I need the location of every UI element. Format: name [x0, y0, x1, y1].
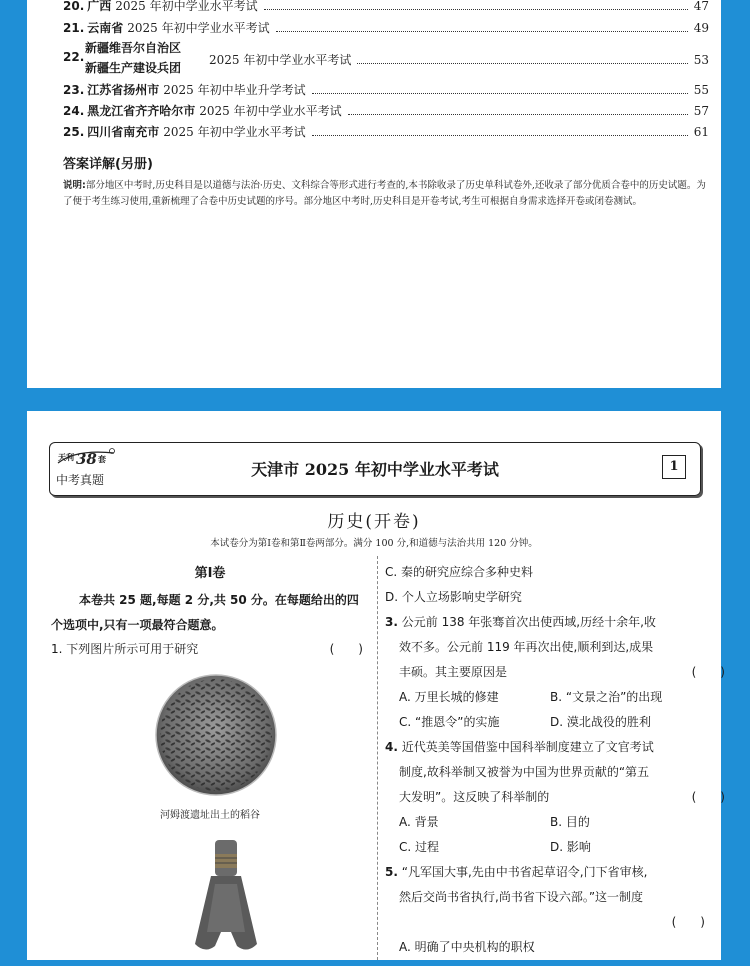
toc-sheet: [27, 0, 721, 388]
column-divider: [377, 556, 379, 960]
toc-exam: 2025 年初中学业水平考试: [199, 104, 342, 118]
toc-number: 21.: [63, 21, 85, 35]
toc-exam: 2025 年初中毕业升学考试: [163, 83, 306, 97]
answer-blank[interactable]: ( ): [671, 915, 705, 929]
question-3-line-3: [399, 660, 725, 685]
question-number: 5.: [385, 865, 398, 879]
question-3-line-1: [385, 610, 705, 635]
toc-page-number: 57: [693, 104, 709, 118]
option-c[interactable]: C. 过程: [399, 840, 440, 854]
exam-sheet: [27, 411, 725, 960]
question-text: 公元前 138 年张骞首次出使西域,历经十余年,收: [401, 615, 656, 629]
option-c[interactable]: C. “推恩令”的实施: [399, 715, 500, 729]
toc-leader-dots: [348, 114, 688, 115]
toc-number: 22.: [63, 50, 85, 64]
toc-place-line-1: 新疆维吾尔自治区: [85, 41, 182, 55]
toc-place-line-2: 新疆生产建设兵团: [85, 61, 182, 75]
exam-header: [49, 442, 701, 496]
question-text: “凡军国大事,先由中书省起草诏令,门下省审核,: [401, 865, 648, 879]
option-d[interactable]: D. 漠北战役的胜利: [550, 715, 651, 729]
toc-number: 24.: [63, 104, 85, 118]
question-text: 丰硕。其主要原因是: [399, 665, 508, 679]
answers-title: 答案详解(另册): [63, 157, 153, 172]
note-text: 部分地区中考时,历史科目是以道德与法治·历史、文科综合等形式进行考查的,本书除收录了历史单科试卷外,还收录了部分优质合卷中的历史试题。为了便于考生练习使用,重新梳理了合卷中历史试题的序号。部分地区中考时,历史科目是开卷考试,考生可根据自身需求选择开卷或闭卷测试。: [63, 180, 706, 207]
toc-exam: 2025 年初中学业水平考试: [115, 0, 258, 13]
answer-blank[interactable]: ( ): [329, 642, 363, 656]
question-4-line-2: 制度,故科举制又被誉为中国为世界贡献的“第五: [399, 765, 650, 779]
option-b[interactable]: B. 目的: [550, 815, 590, 829]
toc-place: 广西: [87, 0, 112, 13]
option-a[interactable]: A. 明确了中央机构的职权: [399, 940, 535, 954]
option-b[interactable]: B. “文景之治”的出现: [550, 690, 663, 704]
question-text: 近代英美等国借鉴中国科举制度建立了文官考试: [401, 740, 654, 754]
question-3-line-2: 效不多。公元前 119 年再次出使,顺利到达,成果: [399, 640, 654, 654]
toc-exam: 2025 年初中学业水平考试: [209, 53, 352, 67]
option-d[interactable]: D. 影响: [550, 840, 591, 854]
toc-page-number: 49: [693, 21, 709, 35]
toc-row-22-rest: [209, 50, 709, 70]
question-text: 大发明”。这反映了科举制的: [399, 790, 550, 804]
question-4-line-3: [399, 785, 725, 810]
question-number: 3.: [385, 615, 398, 629]
question-4-line-1: [385, 735, 705, 760]
exam-intro: 本试卷分为第Ⅰ卷和第Ⅱ卷两部分。满分 100 分,和道德与法治共用 120 分钟。: [210, 538, 538, 549]
toc-number: 25.: [63, 125, 85, 139]
toc-leader-dots: [312, 135, 688, 136]
part-instructions: 本卷共 25 题,每题 2 分,共 50 分。在每题给出的四个选项中,只有一项最符合题意。: [51, 593, 359, 632]
svg-text:天利: 天利: [58, 453, 74, 462]
note-label: 说明:: [63, 180, 86, 191]
svg-text:38: 38: [76, 450, 97, 467]
answer-blank[interactable]: ( ): [691, 790, 725, 804]
toc-page-number: 47: [693, 0, 709, 13]
rice-grain-photo-icon: [155, 674, 277, 796]
toc-row-23[interactable]: [63, 80, 709, 100]
image-caption: 河姆渡遗址出土的稻谷: [160, 810, 260, 821]
toc-row-22[interactable]: [63, 40, 709, 80]
brand-label: 中考真题: [56, 473, 105, 487]
option-c[interactable]: C. 秦的研究应综合多种史料: [385, 565, 534, 579]
question-1[interactable]: [51, 638, 369, 660]
toc-row-20[interactable]: [63, 0, 709, 16]
toc-row-24[interactable]: [63, 101, 709, 121]
exam-title: 天津市 2025 年初中学业水平考试: [251, 460, 499, 479]
option-d[interactable]: D. 个人立场影响史学研究: [385, 590, 522, 604]
toc-place: 四川省南充市: [87, 125, 160, 139]
question-5-line-1: [385, 860, 705, 885]
part-title: 第Ⅰ卷: [194, 566, 226, 581]
subject-title: 历史(开卷): [327, 512, 421, 532]
option-a[interactable]: A. 万里长城的修建: [399, 690, 499, 704]
note-paragraph: [63, 178, 713, 210]
toc-leader-dots: [264, 9, 688, 10]
toc-page-number: 55: [693, 83, 709, 97]
toc-exam: 2025 年初中学业水平考试: [163, 125, 306, 139]
question-5-line-2: 然后交尚书省执行,尚书省下设六部。”这一制度: [399, 890, 644, 904]
svg-text:套: 套: [98, 455, 106, 464]
option-a[interactable]: A. 背景: [399, 815, 439, 829]
toc-place: 江苏省扬州市: [87, 83, 160, 97]
toc-row-25[interactable]: [63, 122, 709, 142]
toc-leader-dots: [357, 63, 687, 64]
answer-blank[interactable]: ( ): [691, 665, 725, 679]
question-number: 4.: [385, 740, 398, 754]
page-number-box: 1: [662, 455, 686, 479]
toc-leader-dots: [276, 31, 688, 32]
toc-number: 20.: [63, 0, 85, 13]
toc-place: 云南省: [87, 21, 124, 35]
toc-number: 23.: [63, 83, 85, 97]
ancient-spade-coin-icon: [181, 836, 271, 966]
toc-row-21[interactable]: [63, 18, 709, 38]
question-1-text: 1. 下列图片所示可用于研究: [51, 642, 199, 656]
toc-page-number: 61: [693, 125, 709, 139]
toc-leader-dots: [312, 93, 688, 94]
toc-page-number: 53: [693, 53, 709, 67]
toc-place: 黑龙江省齐齐哈尔市: [87, 104, 196, 118]
toc-exam: 2025 年初中学业水平考试: [127, 21, 270, 35]
